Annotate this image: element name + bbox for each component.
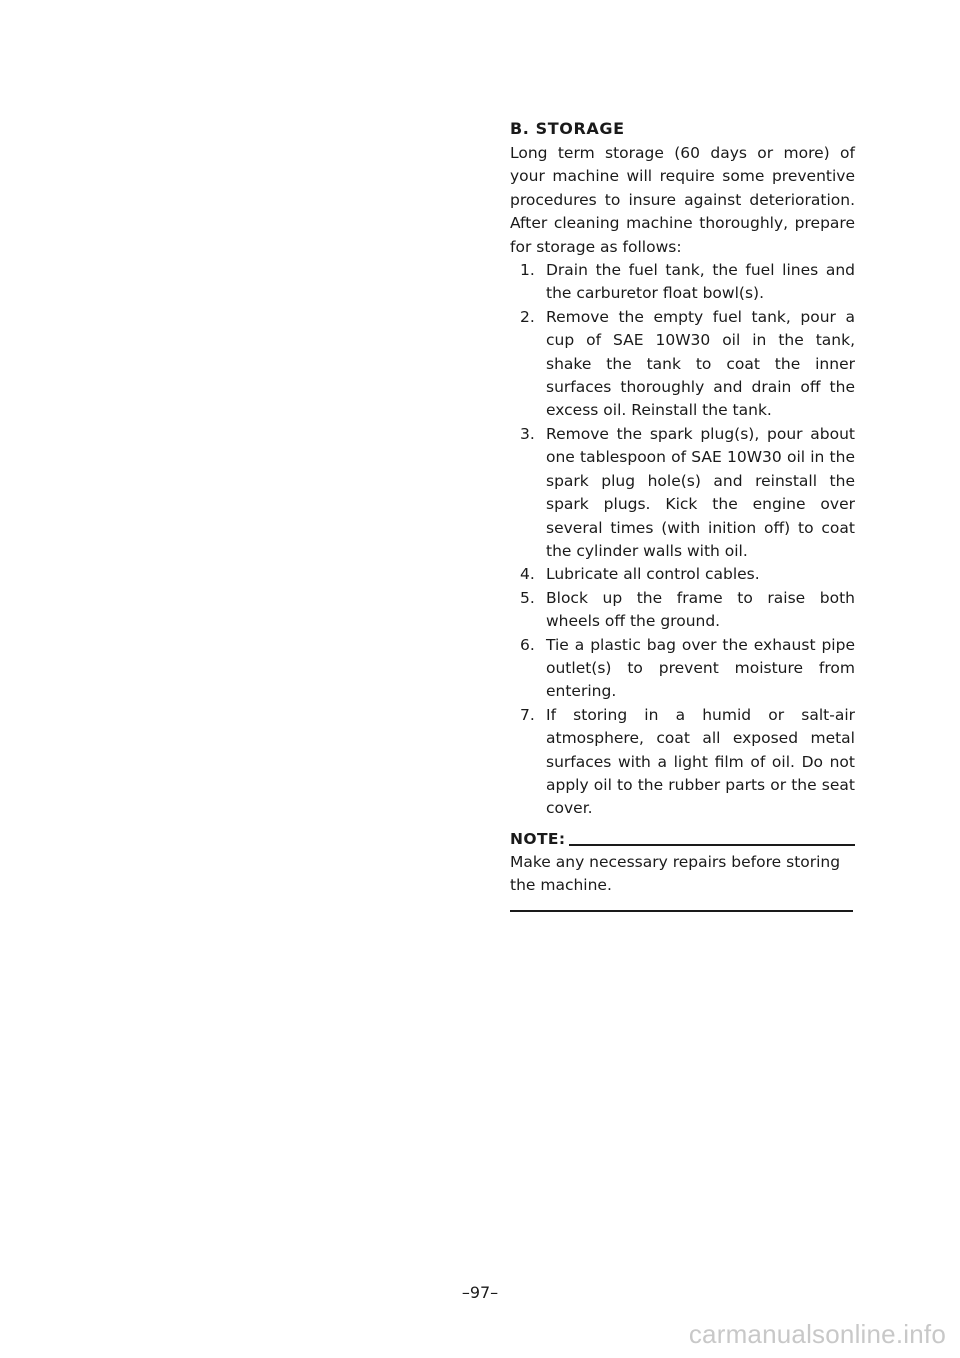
storage-section <box>510 118 855 912</box>
note-end-divider <box>510 910 853 912</box>
list-item <box>510 259 855 306</box>
page-number: –97– <box>461 1283 499 1302</box>
step-number: 5. <box>520 588 535 607</box>
step-number: 6. <box>520 635 535 654</box>
list-item <box>510 704 855 821</box>
step-number: 7. <box>520 705 535 724</box>
section-heading: B. STORAGE <box>510 119 625 138</box>
step-number: 3. <box>520 424 535 443</box>
list-item <box>510 634 855 704</box>
step-text: If storing in a humid or salt-air atmosphere, coat all exposed metal surfaces with a light film of oil. Do not apply oil to the rubber parts or the seat cover. <box>546 705 855 818</box>
step-number: 4. <box>520 565 535 584</box>
step-text: Drain the fuel tank, the fuel lines and the carburetor float bowl(s). <box>546 261 855 303</box>
list-item <box>510 423 855 563</box>
note-text: Make any necessary repairs before storing the machine. <box>510 852 841 895</box>
step-text: Remove the empty fuel tank, pour a cup of SAE 10W30 oil in the tank, shake the tank to coat the inner surfaces thoroughly and drain off the excess oil. Reinstall the tank. <box>546 307 855 420</box>
step-text: Tie a plastic bag over the exhaust pipe outlet(s) to prevent moisture from entering. <box>546 635 855 701</box>
step-text: Remove the spark plug(s), pour about one tablespoon of SAE 10W30 oil in the spark plug hole(s) and reinstall the spark plugs. Kick the engine over several times (with inition off) to coat the cylinder walls with oil. <box>546 424 855 560</box>
intro-paragraph: Long term storage (60 days or more) of your machine will require some preventive procedures to insure against deterioration. After cleaning machine thoroughly, prepare for storage as follows: <box>510 144 855 256</box>
step-number: 2. <box>520 307 535 326</box>
watermark: carmanualsonline.info <box>688 1319 946 1349</box>
list-item <box>510 587 855 634</box>
step-text: Lubricate all control cables. <box>546 565 760 584</box>
note-divider <box>569 844 855 846</box>
note-label: NOTE: <box>510 829 566 848</box>
step-number: 1. <box>520 261 535 280</box>
storage-steps-list <box>510 259 855 821</box>
note-header <box>510 829 855 849</box>
list-item <box>510 306 855 423</box>
list-item <box>510 563 855 586</box>
step-text: Block up the frame to raise both wheels off the ground. <box>546 588 855 631</box>
